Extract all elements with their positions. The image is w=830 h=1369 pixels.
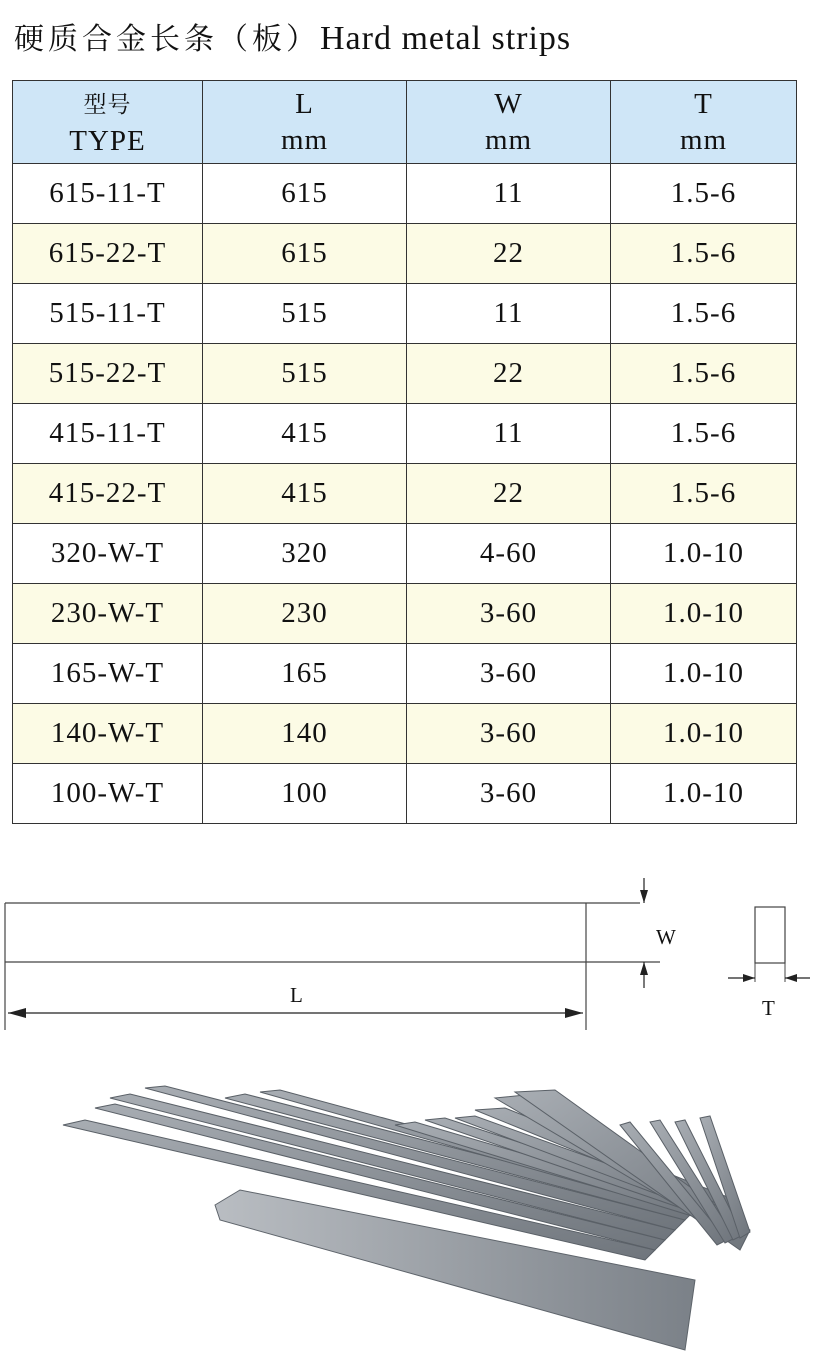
cell-type: 515-22-T <box>13 344 203 404</box>
cell-type: 615-22-T <box>13 224 203 284</box>
thickness-label: T <box>762 996 775 1020</box>
title-chinese: 硬质合金长条（板） <box>14 22 320 57</box>
cell-width: 22 <box>407 464 611 524</box>
table-row <box>13 704 797 764</box>
width-label: W <box>656 925 676 949</box>
cell-thickness: 1.0-10 <box>611 764 797 824</box>
cell-length: 515 <box>203 284 407 344</box>
cell-thickness: 1.0-10 <box>611 704 797 764</box>
cell-thickness: 1.0-10 <box>611 584 797 644</box>
header-thickness: T mm <box>611 81 797 164</box>
cell-width: 3-60 <box>407 764 611 824</box>
cell-length: 515 <box>203 344 407 404</box>
cell-length: 230 <box>203 584 407 644</box>
cell-type: 230-W-T <box>13 584 203 644</box>
dimension-diagram <box>0 870 830 1050</box>
cell-length: 615 <box>203 164 407 224</box>
table-row <box>13 764 797 824</box>
cell-thickness: 1.0-10 <box>611 644 797 704</box>
cell-thickness: 1.5-6 <box>611 404 797 464</box>
cell-thickness: 1.5-6 <box>611 344 797 404</box>
cell-thickness: 1.5-6 <box>611 164 797 224</box>
table-row <box>13 584 797 644</box>
table-row <box>13 344 797 404</box>
cell-width: 3-60 <box>407 644 611 704</box>
table-row <box>13 284 797 344</box>
header-width: W mm <box>407 81 611 164</box>
cell-type: 515-11-T <box>13 284 203 344</box>
cell-type: 415-11-T <box>13 404 203 464</box>
cell-type: 415-22-T <box>13 464 203 524</box>
cell-type: 615-11-T <box>13 164 203 224</box>
cell-length: 320 <box>203 524 407 584</box>
cell-thickness: 1.5-6 <box>611 464 797 524</box>
table-body <box>13 164 797 824</box>
cell-length: 100 <box>203 764 407 824</box>
cell-length: 415 <box>203 464 407 524</box>
cell-width: 22 <box>407 344 611 404</box>
cell-type: 320-W-T <box>13 524 203 584</box>
cell-type: 140-W-T <box>13 704 203 764</box>
table-row <box>13 524 797 584</box>
cell-length: 140 <box>203 704 407 764</box>
cell-type: 100-W-T <box>13 764 203 824</box>
table-row <box>13 464 797 524</box>
cell-length: 165 <box>203 644 407 704</box>
title-english: Hard metal strips <box>320 20 572 57</box>
length-label: L <box>290 983 303 1007</box>
cell-width: 11 <box>407 284 611 344</box>
table-row <box>13 164 797 224</box>
table-row <box>13 224 797 284</box>
cell-width: 22 <box>407 224 611 284</box>
page-title <box>14 14 571 58</box>
cell-type: 165-W-T <box>13 644 203 704</box>
header-length: L mm <box>203 81 407 164</box>
table-row <box>13 644 797 704</box>
table-row <box>13 404 797 464</box>
cell-thickness: 1.5-6 <box>611 224 797 284</box>
table-header-row <box>13 81 797 164</box>
product-photo <box>55 1080 755 1360</box>
cell-length: 615 <box>203 224 407 284</box>
cell-width: 11 <box>407 164 611 224</box>
spec-table <box>12 80 797 824</box>
cell-thickness: 1.0-10 <box>611 524 797 584</box>
cell-width: 4-60 <box>407 524 611 584</box>
header-type: 型号 TYPE <box>13 81 203 164</box>
cell-width: 3-60 <box>407 584 611 644</box>
cell-width: 3-60 <box>407 704 611 764</box>
cell-width: 11 <box>407 404 611 464</box>
cell-length: 415 <box>203 404 407 464</box>
cell-thickness: 1.5-6 <box>611 284 797 344</box>
